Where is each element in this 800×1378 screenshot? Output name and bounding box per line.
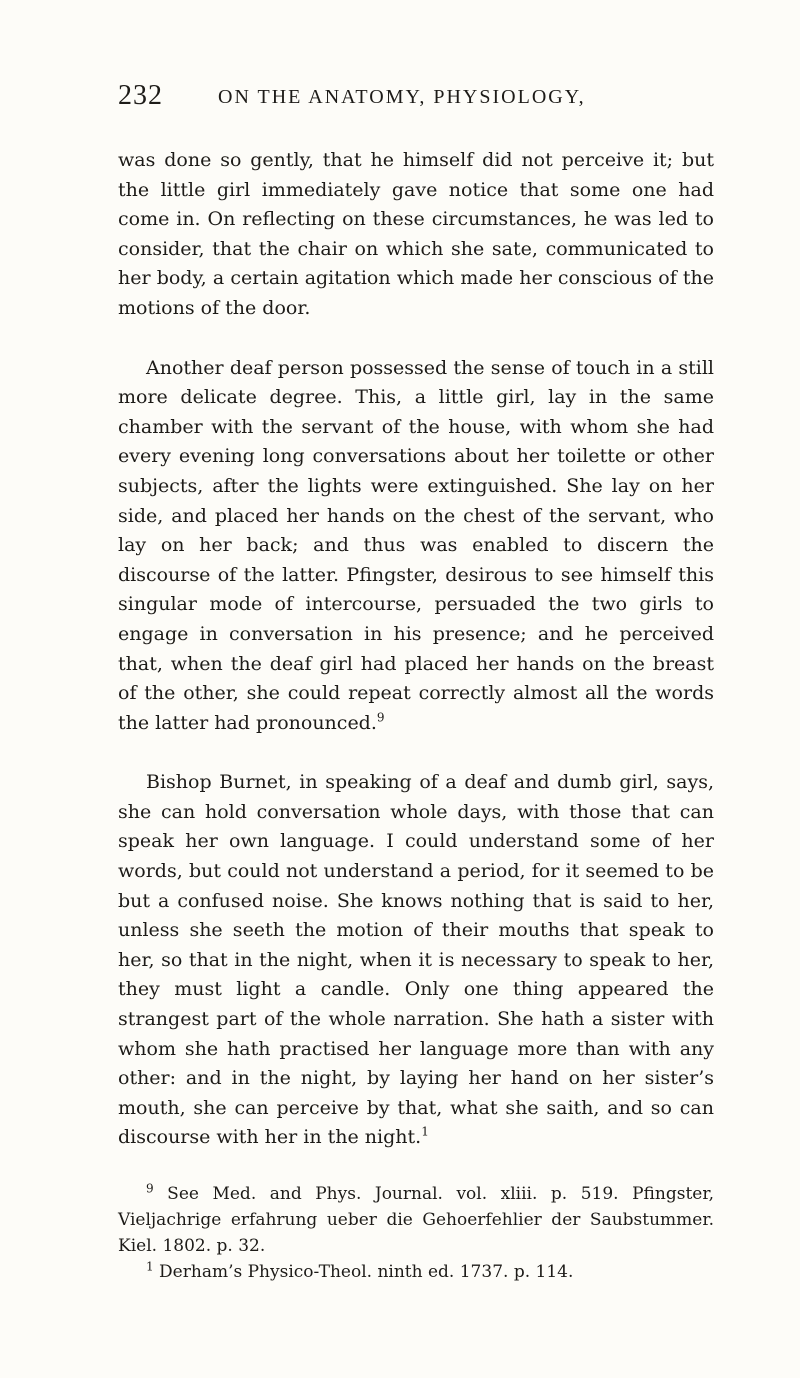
paragraph xyxy=(118,146,714,324)
page-header xyxy=(118,80,718,120)
paragraph-text: was done so gently, that he himself did not perceive it; but the little girl immediately gave notice that some one had come in. On reflecting on these circumstances, he was led to consider, that the chair on which she sate, communicated to her body, a certain agitation which made her conscious of the motions of the door. xyxy=(118,149,714,319)
paragraph-text: Another deaf person possessed the sense of touch in a still more delicate degree. This, a little girl, lay in the same chamber with the servant of the house, with whom she had every evening long conversations about her toilette or other subjects, after the lights were extinguished. She lay on her side, and placed her hands on the chest of the servant, who lay on her back; and thus was enabled to discern the discourse of the latter. Pfingster, desirous to see himself this singular mode of intercourse, persuaded the two girls to engage in conversation in his presence; and he perceived that, when the deaf girl had placed her hands on the breast of the other, she could repeat correctly almost all the words the latter had pronounced. xyxy=(118,356,714,734)
footnote-reference: 9 xyxy=(376,710,385,725)
footnote xyxy=(118,1259,714,1285)
footnote-mark: 9 xyxy=(146,1181,154,1196)
footnote-mark: 1 xyxy=(146,1259,154,1274)
footnote-reference: 1 xyxy=(421,1125,429,1140)
footnote-text: See Med. and Phys. Journal. vol. xliii. p. 519. Pfingster, Vieljachrige erfahrung ueber die Gehoerfehlier der Saubstummer. Kiel. 1802. p. 32. xyxy=(118,1184,715,1256)
paragraph-text: Bishop Burnet, in speaking of a deaf and dumb girl, says, she can hold conversation whole days, with those that can speak her own language. I could understand some of her words, but could not understand a period, for it seemed to be but a confused noise. She knows nothing that is said to her, unless she seeth the motion of their mouths that speak to her, so that in the night, when it is necessary to speak to her, they must light a candle. Only one thing appeared the strangest part of the whole narration. She hath a sister with whom she hath practised her language more than with any other: and in the night, by laying her hand on her sister’s mouth, she can perceive by that, what she saith, and so can discourse with her in the night. xyxy=(118,771,714,1149)
footnotes xyxy=(118,1181,714,1285)
running-head: ON THE ANATOMY, PHYSIOLOGY, xyxy=(218,86,586,108)
footnote xyxy=(118,1181,714,1259)
body-text xyxy=(118,146,714,1153)
page-number: 232 xyxy=(118,80,163,111)
footnote-text: Derham’s Physico-Theol. ninth ed. 1737. p. 114. xyxy=(159,1262,574,1282)
paragraph xyxy=(118,354,714,739)
paragraph xyxy=(118,768,714,1153)
